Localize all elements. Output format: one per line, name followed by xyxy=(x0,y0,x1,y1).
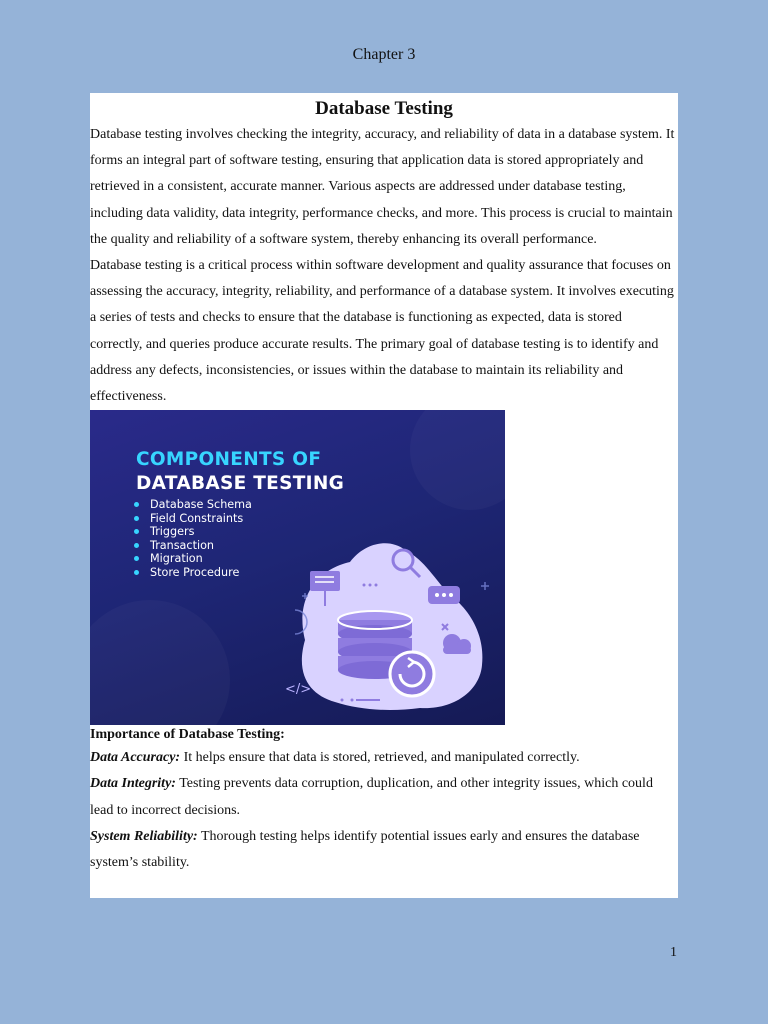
page-number: 1 xyxy=(670,945,677,960)
figure-heading-line1: COMPONENTS OF xyxy=(136,449,322,471)
figure-heading-line2: DATABASE TESTING xyxy=(136,473,345,495)
list-item: Migration xyxy=(134,552,252,566)
code-icon: </> xyxy=(285,682,312,698)
list-item: Store Procedure xyxy=(134,566,252,580)
importance-item-reliability: System Reliability: Thorough testing helps identify potential issues early and ensures the database system’s stability. xyxy=(90,828,640,871)
chat-bubble-icon xyxy=(428,586,460,604)
bullet-icon xyxy=(134,502,139,507)
intro-paragraph: Database testing involves checking the integrity, accuracy, and reliability of data in a database system. It forms an integral part of software testing, ensuring that application data is stored appropriately and retrieved in a consistent, accurate manner. Various aspects are addressed under database testing, including data validity, data integrity, performance checks, and more. This process is crucial to maintain the quality and reliability of a software system, thereby enhancing its overall performance. xyxy=(90,127,675,247)
bullet-icon xyxy=(134,543,139,548)
bullet-icon xyxy=(134,529,139,534)
components-list xyxy=(134,498,252,579)
article-title: Database Testing xyxy=(315,98,453,119)
bullet-icon xyxy=(134,556,139,561)
list-item: Triggers xyxy=(134,525,252,539)
list-item: Transaction xyxy=(134,539,252,553)
figure-heading xyxy=(136,448,344,496)
detail-paragraph: Database testing is a critical process within software development and quality assurance that focuses on assessing the accuracy, integrity, reliability, and performance of a database system. It involves executing a series of tests and checks to ensure that the database is functioning as expected, data is stored correctly, and queries produce accurate results. The primary goal of database testing is to identify and address any defects, inconsistencies, or issues within the database to maintain its reliability and effectiveness. xyxy=(90,258,674,405)
importance-heading: Importance of Database Testing: xyxy=(90,727,285,743)
components-figure xyxy=(90,410,505,725)
list-item: Field Constraints xyxy=(134,512,252,526)
chapter-header: Chapter 3 xyxy=(352,46,416,63)
importance-item-integrity: Data Integrity: Testing prevents data corruption, duplication, and other integrity issues, which could lead to incorrect decisions. xyxy=(90,776,653,818)
refresh-icon xyxy=(390,652,434,696)
page-content xyxy=(90,93,678,898)
bullet-icon xyxy=(134,516,139,521)
bullet-icon xyxy=(134,570,139,575)
list-item: Database Schema xyxy=(134,498,252,512)
importance-item-accuracy: Data Accuracy: It helps ensure that data is stored, retrieved, and manipulated correctly. xyxy=(90,750,580,766)
